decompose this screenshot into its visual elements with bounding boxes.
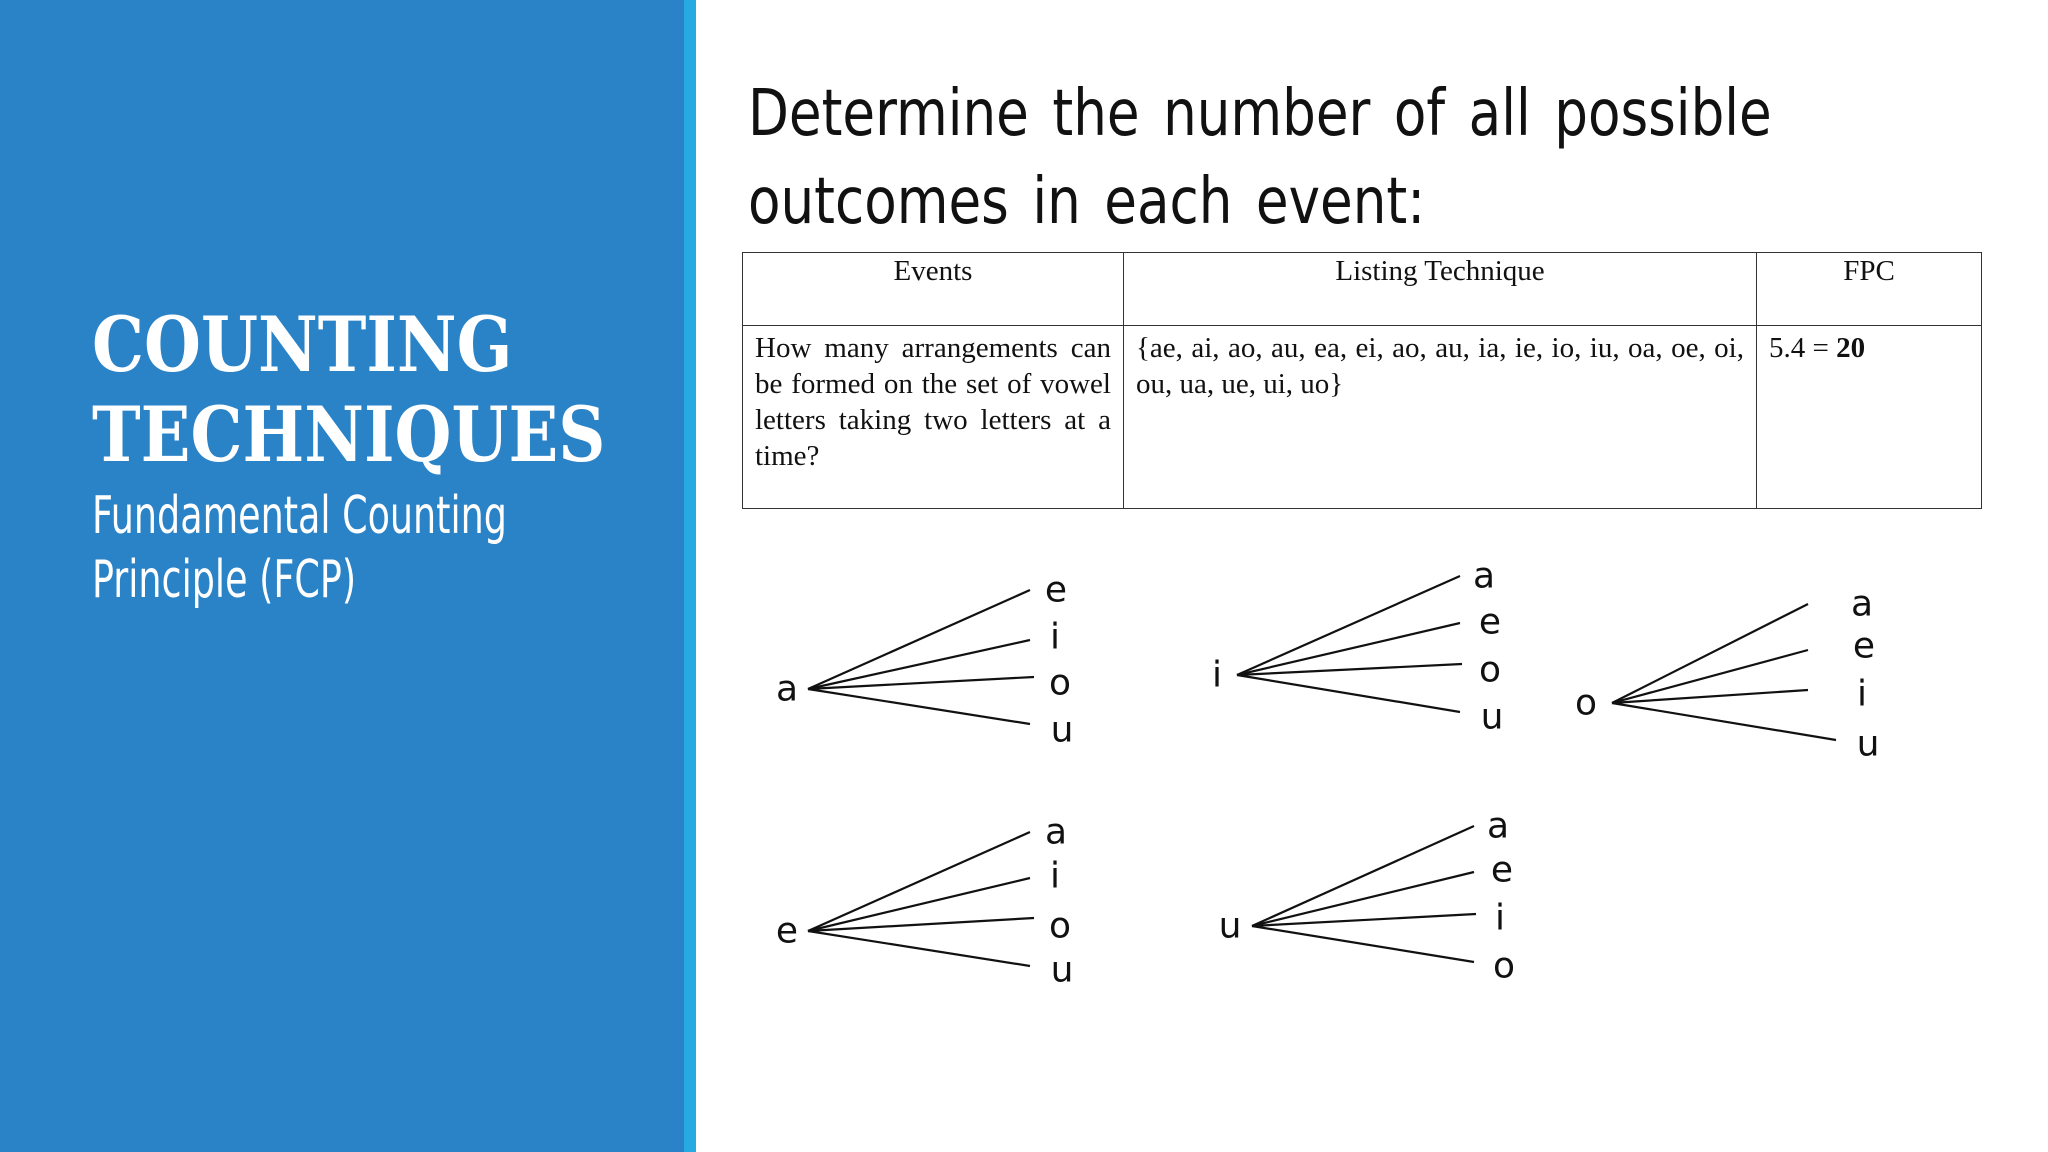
header-fpc: FPC <box>1757 253 1982 326</box>
tree-branch-line <box>1237 576 1460 675</box>
fpc-result: 20 <box>1836 332 1866 364</box>
tree-branch-line <box>808 918 1034 931</box>
tree-branch-label: u <box>1050 709 1074 751</box>
tree-branch-label: o <box>1048 905 1072 947</box>
header-events: Events <box>743 253 1124 326</box>
tree-branch-line <box>1252 914 1476 926</box>
tree-branch-line <box>1252 926 1474 962</box>
tree-branch-label: i <box>1049 616 1061 658</box>
instruction-heading: Determine the number of all possible outcomes in each event: <box>748 77 1772 239</box>
tree-root-label: u <box>1218 905 1242 947</box>
tree-root-label: o <box>1574 682 1598 724</box>
tree-diagram <box>1575 584 1879 765</box>
tree-diagram <box>1212 556 1503 738</box>
subtitle-line-1: Fundamental Counting <box>92 486 507 546</box>
tree-branch-line <box>808 640 1030 689</box>
tree-root-label: e <box>775 910 799 952</box>
tree-branch-line <box>808 878 1030 931</box>
tree-diagram <box>776 570 1073 751</box>
tree-branch-line <box>808 832 1030 931</box>
tree-branch-label: e <box>1478 601 1502 643</box>
header-listing-technique: Listing Technique <box>1124 253 1757 326</box>
tree-root-label: i <box>1211 654 1223 696</box>
tree-branch-label: e <box>1044 569 1068 611</box>
tree-branch-label: u <box>1050 949 1074 991</box>
tree-branch-line <box>1612 604 1808 703</box>
tree-branch-line <box>808 689 1030 724</box>
tree-branch-label: i <box>1494 897 1506 939</box>
tree-diagram <box>1219 806 1515 987</box>
tree-branch-label: a <box>1486 805 1510 847</box>
tree-branch-line <box>808 677 1034 689</box>
subtitle-line-2: Principle (FCP) <box>92 550 357 610</box>
tree-branch-label: u <box>1856 723 1880 765</box>
tree-branch-label: a <box>1850 583 1874 625</box>
listing-outcomes: {ae, ai, ao, au, ea, ei, ao, au, ia, ie, io, iu, oa, oe, oi, ou, ua, ue, ui, uo} <box>1124 326 1757 509</box>
tree-root-label: a <box>775 668 799 710</box>
fpc-expression: 5.4 = <box>1769 332 1837 364</box>
title-line-2: TECHNIQUES <box>92 390 606 479</box>
event-question: How many arrangements can be formed on the set of vowel letters taking two letters at a time? <box>743 326 1124 509</box>
tree-branch-line <box>1252 872 1474 926</box>
tree-branch-label: a <box>1472 555 1496 597</box>
tree-diagram <box>776 812 1073 991</box>
tree-branch-label: e <box>1852 625 1876 667</box>
tree-branch-label: u <box>1480 696 1504 738</box>
tree-branch-label: o <box>1492 945 1516 987</box>
tree-branch-line <box>1237 623 1460 675</box>
tree-branch-label: i <box>1856 673 1868 715</box>
tree-branch-label: e <box>1490 849 1514 891</box>
tree-branch-line <box>1612 690 1808 703</box>
tree-branch-line <box>1237 664 1462 675</box>
title-line-1: COUNTING <box>92 300 513 389</box>
tree-branch-line <box>1237 675 1460 712</box>
tree-branch-label: o <box>1048 662 1072 704</box>
tree-branch-line <box>1612 703 1836 740</box>
tree-branch-line <box>1252 826 1474 926</box>
tree-branch-label: a <box>1044 811 1068 853</box>
tree-branch-line <box>808 590 1030 689</box>
tree-branch-line <box>1612 650 1808 703</box>
tree-branch-label: i <box>1049 855 1061 897</box>
tree-branch-label: o <box>1478 649 1502 691</box>
tree-branch-line <box>808 931 1030 966</box>
